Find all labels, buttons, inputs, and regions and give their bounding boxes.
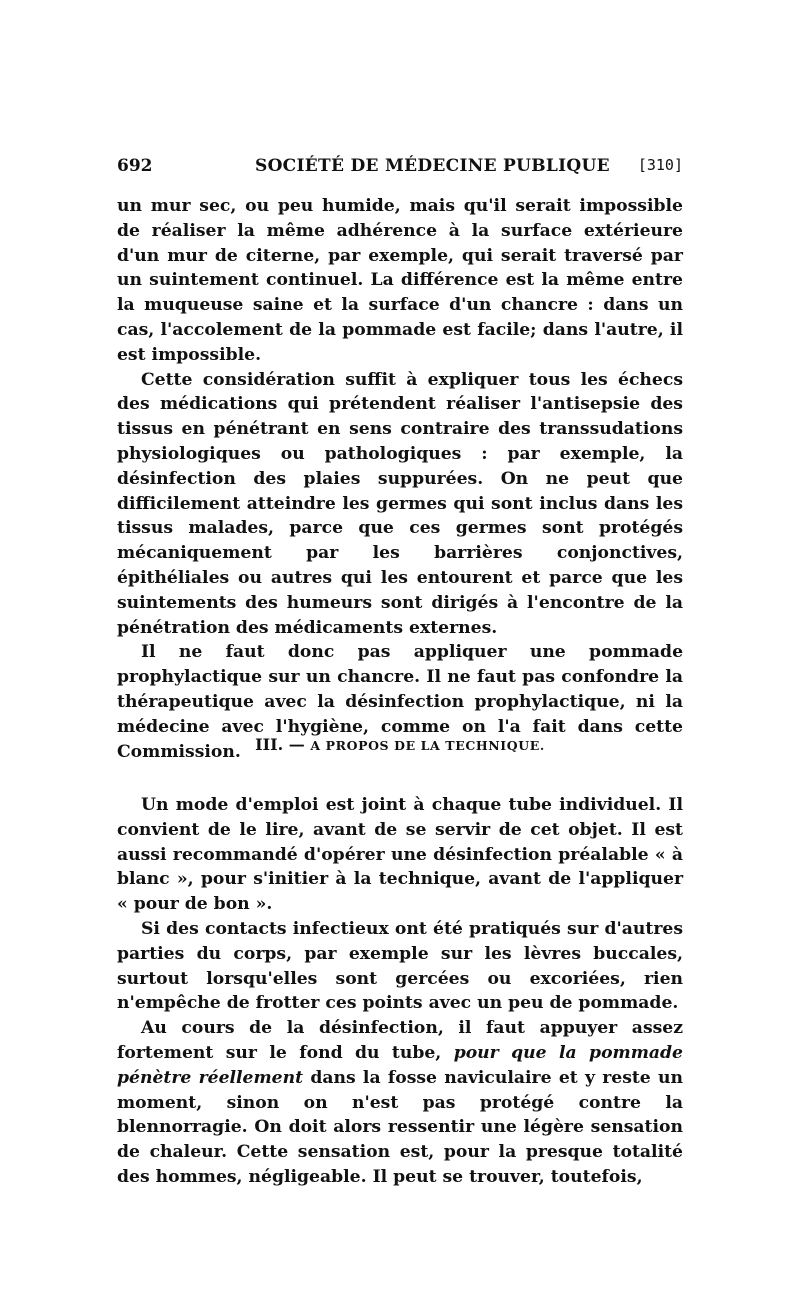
paragraph: un mur sec, ou peu humide, mais qu'il serait impossible de réaliser la même adhérence à la surface extérieure d'un mur de citerne, par exemple, qui serait traversé par un suintement continuel. La différence est la même entre la muqueuse saine et la surface d'un chancre : dans un cas, l'accolement de la pommade est facile; dans l'autre, il est impossible. (117, 196, 683, 365)
section-heading-number: III. — (255, 735, 305, 754)
paragraph (117, 1016, 683, 1190)
running-title: SOCIÉTÉ DE MÉDECINE PUBLIQUE (255, 156, 610, 176)
paragraph: Si des contacts infectieux ont été pratiqués sur d'autres parties du corps, par exemple sur les lèvres buccales, surtout lorsqu'elles sont gercées ou excoriées, rien n'empêche de frotter ces points avec un peu de pommade. (117, 918, 683, 1014)
paragraph-text: dans la fosse naviculaire et y reste un moment, sinon on n'est pas protégé contre la blennorragie. On doit alors ressentir une légère sensation de chaleur. Cette sensation est, pour la presque totalité des hommes, négligeable. Il peut se trouver, toutefois, (117, 1067, 683, 1187)
body-text-block-1 (117, 194, 683, 764)
paragraph: Un mode d'emploi est joint à chaque tube individuel. Il convient de le lire, avant de se servir de cet objet. Il est aussi recommandé d'opérer une désinfection préalable « à blanc », pour s'initier à la technique, avant de l'appliquer « pour de bon ». (117, 795, 683, 915)
section-heading-title: A PROPOS DE LA TECHNIQUE. (310, 738, 545, 753)
paragraph: Il ne faut donc pas appliquer une pommade prophylactique sur un chancre. Il ne faut pas confondre la thérapeutique avec la désinfection prophylactique, ni la médecine avec l'hygiène, comme on l'a fait dans cette Commission. (117, 642, 683, 762)
section-heading (117, 735, 683, 754)
italic-emphasis: pour que la pommade pénètre réellement (117, 1042, 683, 1088)
paragraph-text: Au cours de la désinfection, il faut appuyer assez fortement sur le fond du tube, (117, 1018, 683, 1063)
body-text-block-2 (117, 793, 683, 1190)
page-number: 692 (117, 156, 153, 176)
paragraph: Cette considération suffit à expliquer tous les échecs des médications qui prétendent réaliser l'antisepsie des tissus en pénétrant en sens contraire des transsudations physiologiques ou pathologiques : par exemple, la désinfection des plaies suppurées. On ne peut que difficilement atteindre les germes qui sont inclus dans les tissus malades, parce que ces germes sont protégés mécaniquement par les barrières conjonctives, épithéliales ou autres qui les entourent et parce que les suintements des humeurs sont dirigés à l'encontre de la pénétration des médicaments externes. (117, 369, 683, 638)
page-header (117, 156, 683, 180)
section-number: [310] (637, 156, 683, 174)
